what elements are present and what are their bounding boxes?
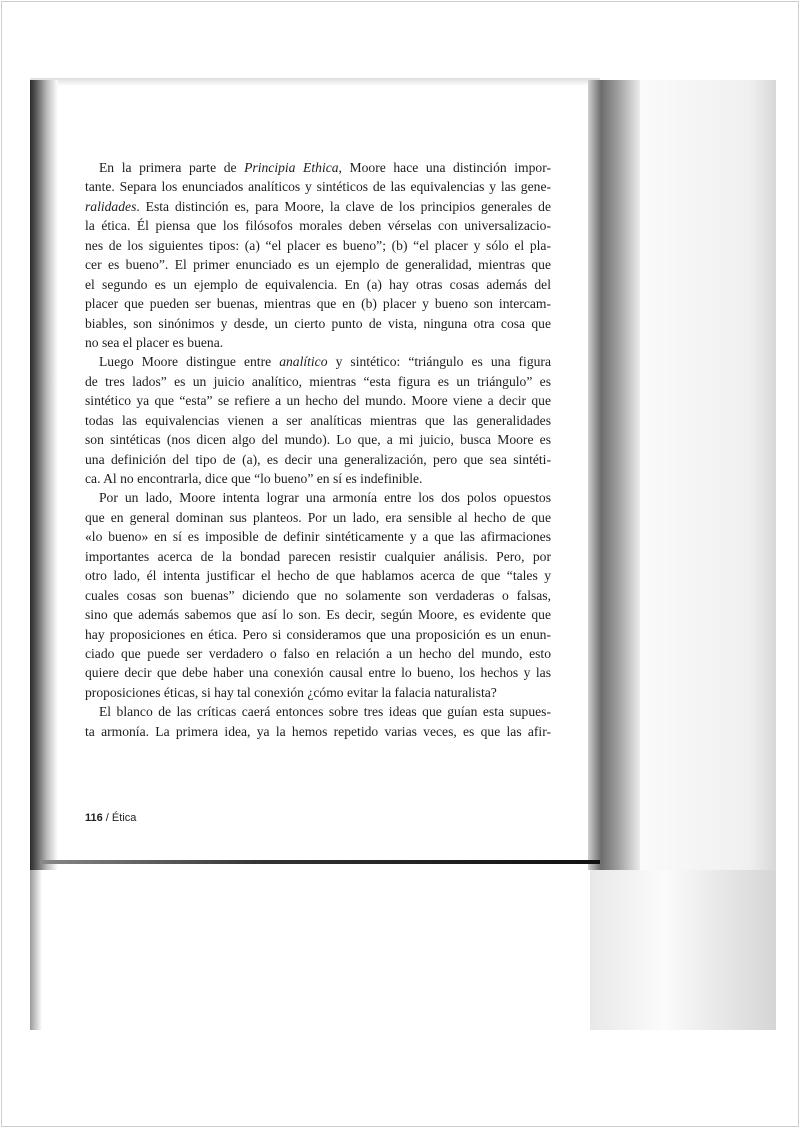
text-line: que en general dominan sus planteos. Por un lado, era sensible al hecho de que (85, 509, 551, 525)
page-footer (85, 812, 136, 824)
paragraph (85, 488, 551, 702)
text-line: importantes acerca de la bondad parecen resistir cualquier análisis. Pero, por (85, 548, 551, 564)
text-line: tante. Separa los enunciados analíticos y sintéticos de las equivalencias y las gene- (85, 179, 551, 195)
facing-page-lower (590, 870, 776, 1030)
text-line: otro lado, él intenta justificar el hecho de que hablamos acerca de que “tales y (85, 568, 551, 584)
text-line: hay proposiciones en ética. Pero si consideramos que una proposición es un enun- (85, 626, 551, 642)
page-number: 116 (85, 812, 103, 824)
text-line: ca. Al no encontrarla, dice que “lo bueno” en sí es indefinible. (85, 471, 423, 486)
paragraph (85, 352, 551, 488)
text-line: de tres lados” es un juicio analítico, mientras “esta figura es un triángulo” es (85, 373, 551, 389)
paragraph (85, 702, 551, 741)
book-title: Ética (111, 812, 137, 824)
text-line: son sintéticas (nos dicen algo del mundo). Lo que, a mi juicio, busca Moore es (85, 432, 551, 448)
text-line: todas las equivalencias vienen a ser analíticas mientras que las generalidades (85, 412, 551, 428)
text-line: una definición del tipo de (a), es decir una generalización, pero que sea sintéti- (85, 451, 551, 467)
text-line: no sea el placer es buena. (85, 334, 224, 350)
footer-separator: / (102, 812, 112, 824)
text-line: nes de los siguientes tipos: (a) “el placer es bueno”; (b) “el placer y sólo el pla- (85, 237, 551, 253)
text-line: Luego Moore distingue entre analítico y sintético: “triángulo es una figura (99, 354, 551, 370)
text-line: El blanco de las críticas caerá entonces sobre tres ideas que guían esta supues- (99, 704, 551, 720)
binding-shadow-left-lower (30, 870, 42, 1030)
text-line: placer que pueden ser buenas, mientras que en (b) placer y bueno son intercam- (85, 296, 551, 312)
gutter-shadow (588, 80, 640, 870)
page-bottom-edge (40, 860, 600, 864)
text-line: el segundo es un ejemplo de equivalencia. En (a) hay otras cosas además del (85, 276, 551, 292)
text-line: sino que además sabemos que así lo son. Es decir, según Moore, es evidente que (85, 607, 551, 623)
paragraph (85, 158, 551, 352)
text-line: ciado que puede ser verdadero o falso en relación a un hecho del mundo, esto (85, 645, 551, 661)
text-line: la ética. Él piensa que los filósofos morales deben vérselas con universalizacio- (85, 218, 551, 234)
text-line: En la primera parte de Principia Ethica, Moore hace una distinción impor- (99, 160, 551, 175)
body-text (85, 158, 551, 741)
text-line: «lo bueno» en sí es imposible de definir sintéticamente y a que las afirmaciones (85, 529, 551, 545)
text-line: sintético ya que “esta” se refiere a un hecho del mundo. Moore viene a decir que (85, 393, 551, 409)
binding-shadow-left (30, 80, 58, 870)
scan-top-edge (30, 78, 600, 86)
text-line: proposiciones éticas, si hay tal conexión ¿cómo evitar la falacia naturalista? (85, 684, 497, 700)
text-line: quiere decir que debe haber una conexión causal entre lo bueno, los hechos y las (85, 665, 551, 681)
text-line: cer es bueno”. El primer enunciado es un ejemplo de generalidad, mientras que (85, 257, 551, 273)
text-line: cuales cosas son buenas” diciendo que no solamente son verdaderas o falsas, (85, 587, 551, 603)
text-line: ta armonía. La primera idea, ya la hemos repetido varias veces, es que las afir- (85, 723, 551, 739)
text-line: Por un lado, Moore intenta lograr una armonía entre los dos polos opuestos (99, 490, 551, 506)
text-line: biables, son sinónimos y desde, un cierto punto de vista, ninguna otra cosa que (85, 315, 551, 331)
text-line: ralidades. Esta distinción es, para Moore, la clave de los principios generales de (85, 198, 551, 214)
